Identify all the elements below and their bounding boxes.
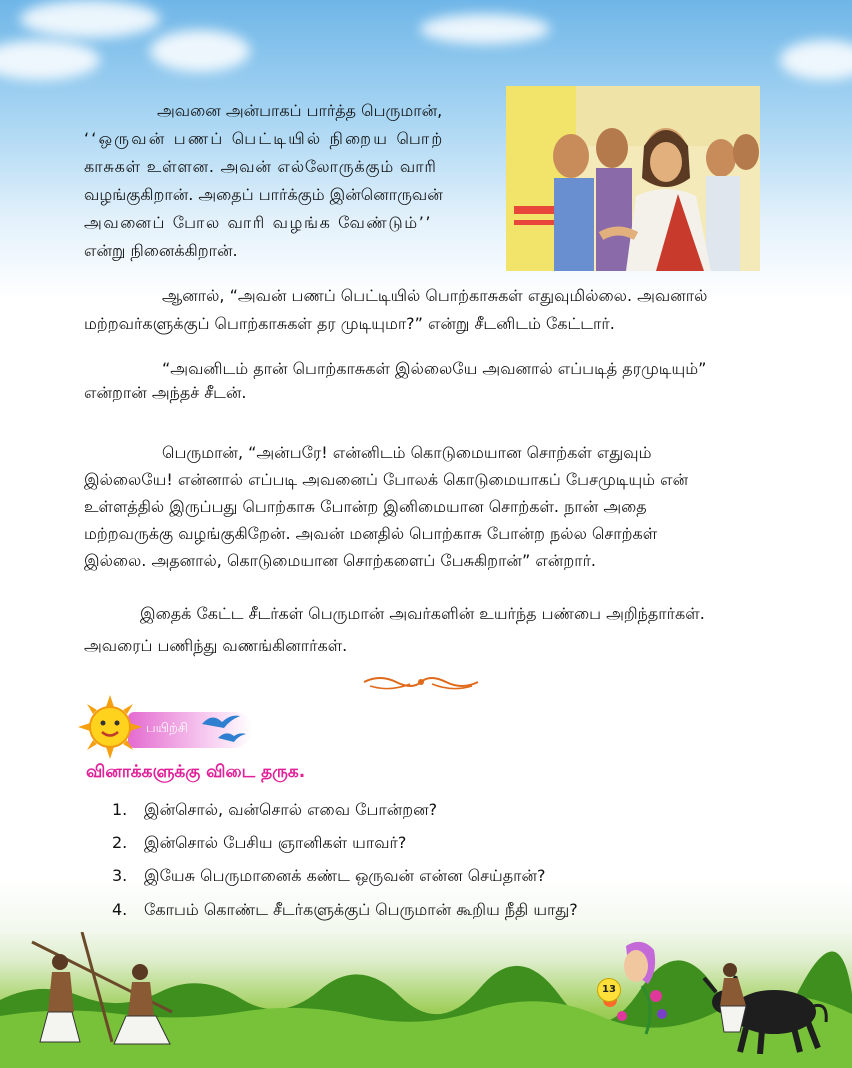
cloud	[150, 30, 250, 72]
exercise-badge-label: பயிற்சி	[146, 721, 189, 736]
text-line: அவனை அன்பாகப் பார்த்த பெருமான்,	[157, 101, 443, 120]
sun-icon	[78, 695, 142, 759]
page-number: 13	[597, 978, 621, 1002]
cloud	[20, 0, 160, 38]
text-line: காசுகள் உள்ளன. அவன் எல்லோருக்கும் வாரி	[84, 157, 437, 176]
text-line: ஆனால், “அவன் பணப் பெட்டியில் பொற்காசுகள் எதுவுமில்லை. அவனால்	[162, 286, 708, 305]
question-number: 4.	[112, 900, 128, 919]
text-line: அவனைப் போல வாரி வழங்க வேண்டும்’’	[84, 213, 433, 232]
text-line: அவரைப் பணிந்து வணங்கினார்கள்.	[84, 636, 348, 655]
cloud	[420, 14, 550, 44]
question-text: கோபம் கொண்ட சீடர்களுக்குப் பெருமான் கூறிய நீதி யாது?	[144, 900, 578, 919]
question-item	[112, 900, 578, 921]
question-text: இயேசு பெருமானைக் கண்ட ஒருவன் என்ன செய்தான்?	[144, 866, 546, 885]
question-number: 3.	[112, 866, 128, 885]
text-line: வழங்குகிறான். அதைப் பார்க்கும் இன்னொருவன்	[84, 185, 443, 204]
jallikattu-bull-illustration	[690, 962, 830, 1054]
text-line: உள்ளத்தில் இருப்பது பொற்காசு போன்ற இனிமையான சொற்கள். நான் அதை	[84, 497, 647, 516]
text-line: ‘‘ஒருவன் பணப் பெட்டியில் நிறைய பொற்	[84, 129, 445, 148]
question-item	[112, 800, 437, 821]
text-line: மற்றவர்களுக்குப் பொற்காசுகள் தர முடியுமா?” என்று சீடனிடம் கேட்டார்.	[84, 314, 615, 333]
ornament-divider	[360, 672, 482, 692]
text-line: பெருமான், “அன்பரே! என்னிடம் கொடுமையான சொற்கள் எதுவும்	[162, 443, 652, 462]
question-number: 2.	[112, 833, 128, 852]
cloud	[780, 40, 852, 80]
text-line: என்று நினைக்கிறான்.	[84, 241, 238, 260]
exercise-heading: வினாக்களுக்கு விடை தருக.	[86, 762, 306, 782]
question-number: 1.	[112, 800, 128, 819]
birds-icon	[196, 710, 248, 744]
jesus-with-disciples-illustration	[506, 86, 760, 271]
text-line: மற்றவருக்கு வழங்குகிறேன். அவன் மனதில் பொற்காசு போன்ற நல்ல சொற்கள்	[84, 524, 658, 543]
text-line: “அவனிடம் தான் பொற்காசுகள் இல்லையே அவனால் எப்படித் தரமுடியும்”	[162, 359, 707, 378]
silambam-fighters-illustration	[22, 932, 192, 1052]
text-line: இல்லை. அதனால், கொடுமையான சொற்களைப் பேசுகிறான்” என்றார்.	[84, 551, 597, 570]
question-item	[112, 866, 546, 887]
question-text: இன்சொல், வன்சொல் எவை போன்றன?	[144, 800, 438, 819]
cloud	[0, 40, 100, 80]
question-item	[112, 833, 406, 854]
text-line: என்றான் அந்தச் சீடன்.	[84, 383, 247, 402]
text-line: இல்லையே! என்னால் எப்படி அவனைப் போலக் கொடுமையாகப் பேசமுடியும் என்	[84, 470, 689, 489]
question-text: இன்சொல் பேசிய ஞானிகள் யாவர்?	[144, 833, 407, 852]
text-line: இதைக் கேட்ட சீடர்கள் பெருமான் அவர்களின் உயர்ந்த பண்பை அறிந்தார்கள்.	[140, 604, 705, 623]
